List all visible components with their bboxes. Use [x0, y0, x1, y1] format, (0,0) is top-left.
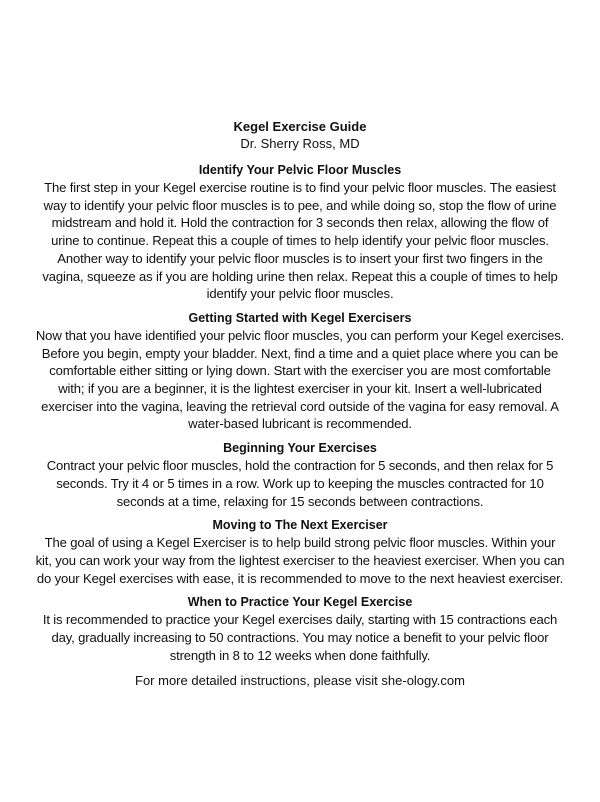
- body-line: exerciser into the vagina, leaving the retrieval cord outside of the vagina for easy removal. A: [41, 398, 559, 414]
- body-line: water-based lubricant is recommended.: [188, 416, 412, 432]
- document-page: [0, 118, 600, 689]
- body-line: Contract your pelvic floor muscles, hold the contraction for 5 seconds, and then relax for 5: [46, 458, 554, 474]
- body-line: vagina, squeeze as if you are holding urine then relax. Repeat this a couple of times to help: [42, 268, 558, 284]
- body-line: The goal of using a Kegel Exerciser is to help build strong pelvic floor muscles. Within your: [44, 535, 556, 551]
- body-line: urine to continue. Repeat this a couple of times to help identify your pelvic floor muscles.: [51, 233, 549, 249]
- document-title: Kegel Exercise Guide: [233, 119, 367, 134]
- section-when-to-practice: [0, 594, 600, 664]
- section-heading: Moving to The Next Exerciser: [212, 518, 388, 533]
- section-heading: Identify Your Pelvic Floor Muscles: [198, 163, 402, 177]
- section-beginning-exercises: [0, 440, 600, 510]
- body-line: seconds at a time, relaxing for 15 seconds between contractions.: [116, 493, 484, 509]
- body-line: Another way to identify your pelvic floor muscles is to insert your first two fingers in the: [57, 250, 543, 266]
- body-line: day, gradually increasing to 50 contractions. You may notice a benefit to your pelvic floor: [51, 630, 549, 646]
- body-line: do your Kegel exercises with ease, it is recommended to move to the next heaviest exerciser.: [36, 570, 564, 586]
- section-heading: Getting Started with Kegel Exercisers: [188, 310, 412, 325]
- body-line: midstream and hold it. Hold the contraction for 3 seconds then relax, allowing the flow of: [51, 215, 549, 231]
- body-line: comfortable either sitting or lying down. Start with the exerciser you are most comfortable: [49, 363, 551, 379]
- body-line: with; if you are a beginner, it is the lightest exerciser in your kit. Insert a well-lubricated: [58, 381, 542, 397]
- body-line: It is recommended to practice your Kegel exercises daily, starting with 15 contractions each: [42, 612, 558, 628]
- section-body: [0, 611, 600, 664]
- body-line: seconds. Try it 4 or 5 times in a row. Work up to keeping the muscles contracted for 10: [56, 475, 544, 491]
- section-body: [0, 534, 600, 587]
- body-line: kit, you can work your way from the lightest exerciser to the heaviest exerciser. When you can: [35, 552, 565, 568]
- section-body: [0, 327, 600, 433]
- body-line: way to identify your pelvic floor muscles is to pee, and while doing so, stop the flow of urine: [43, 197, 557, 213]
- body-line: strength in 8 to 12 weeks when done faithfully.: [169, 647, 431, 663]
- document-author: Dr. Sherry Ross, MD: [240, 136, 360, 151]
- section-heading: When to Practice Your Kegel Exercise: [187, 595, 413, 610]
- section-body: [0, 457, 600, 510]
- section-next-exerciser: [0, 517, 600, 587]
- section-heading: Beginning Your Exercises: [223, 441, 377, 456]
- section-getting-started: [0, 310, 600, 433]
- section-body: [0, 179, 600, 303]
- footer-text: For more detailed instructions, please visit she-ology.com: [135, 673, 465, 689]
- body-line: identify your pelvic floor muscles.: [206, 286, 394, 302]
- body-line: Now that you have identified your pelvic floor muscles, you can perform your Kegel exercises.: [35, 327, 565, 343]
- section-identify-muscles: [0, 162, 600, 303]
- body-line: Before you begin, empty your bladder. Next, find a time and a quiet place where you can be: [41, 345, 559, 361]
- body-line: The first step in your Kegel exercise routine is to find your pelvic floor muscles. The easiest: [44, 180, 556, 195]
